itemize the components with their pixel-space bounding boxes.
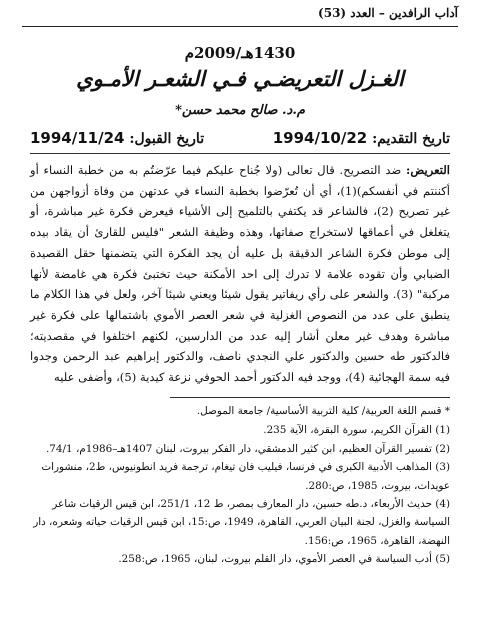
submitted-date: [273, 129, 450, 149]
body-term-label: التعريض:: [406, 163, 450, 177]
dates-row: [30, 129, 450, 149]
body-paragraph: [30, 160, 450, 388]
footnote-4: (4) حديث الأربعاء، د.طه حسين، دار المعارف بمصر، ط 12، 251/1، ابن قيس الرقيات شاعر السياسة والغزل، لجنة البيان العربي، القاهرة، 1949، ص:15، ابن قيس الرقيات حياته وشعره، دار النهضة، القاهرة، 1965، ص:156.: [33, 498, 450, 547]
footnote-1: (1) القرآن الكريم، سورة البقرة، الآية 235.: [263, 424, 450, 437]
year-line: 1430هـ/2009م: [184, 44, 296, 62]
footnote-2: (2) تفسير القرآن العظيم، ابن كثير الدمشقي، دار الفكر بيروت، لبنان 1407هـ–1986م، 74/1.: [45, 442, 450, 455]
footnotes-block: [30, 402, 450, 569]
body-text: ضد التصريح. قال تعالى (ولا جُناح عليكم فيما عرّضتُم به من خطبة النساء أو أكننتم في أنفسكم)(1)، أي أن تُعرّضوا بخطبة النساء في عدتهن من وفاة أزواجهن من غير تصريح (2)، فالشاعر قد يكتفي بالتلميح إلى الأشياء فيعرض فكرة غير مباشرة، أو يتغلغل في أعماقها لاستخراج صفاتها، وهذه وظيفة الشعر "فليس للقارئ أن يقاد بيده إلى موطن فكرة الشاعر الدقيقة بل عليه أن يجد الفكرة التي يتضمنها حقل القصيدة الضبابي وأن تقوده علامة لا تدرك إلى احد الأمكنة حيث تختبئ فكرة هي غامضة لأنها مركبة" (3). والشعر على رأي ريفاتير يقول شيئا ويعني شيئا آخر، ولعل في هذا الكلام ما ينطبق على عدد من النصوص الغزلية في شعر العصر الأموي باشتمالها على فكرة غير مباشرة وهدف غير معلن أشار إليه عدد من الدارسين، لكنهم اختلفوا في مقصديته؛ فالدكتور طه حسين والدكتور علي النجدي ناصف، والدكتور إبراهيم عبد الرحمن وجدوا فيه سمة الهجائية (4)، ووجد فيه الدكتور أحمد الحوفي نزعة كيدية (5)، وأضفى عليه: [30, 163, 450, 385]
dates-rule: [30, 153, 450, 154]
author-line: م.د. صالح محمد حسن*: [175, 103, 305, 118]
article-title: الغـزل التعريضـي فـي الشعـر الأمـوي: [76, 66, 404, 91]
footnote-affiliation: * قسم اللغة العربية/ كلية التربية الأساسية/ جامعة الموصل.: [196, 405, 450, 417]
journal-running-header: آداب الرافدين – العدد (53): [318, 6, 458, 20]
footnote-3: (3) المذاهب الأدبية الكبرى في فرنسا، فيليب فان تيغام، ترجمة فريد انطونيوس، ط2، منشورات عويدات، بيروت، 1985، ص:280.: [41, 461, 450, 492]
accepted-label: تاريخ القبول:: [129, 131, 205, 147]
submitted-label: تاريخ التقديم:: [372, 131, 450, 147]
accepted-value: 1994/11/24: [30, 129, 125, 147]
footnote-5: (5) أدب السياسة في العصر الأموي، دار القلم بيروت، لبنان، 1965، ص:258.: [118, 553, 450, 566]
submitted-value: 1994/10/22: [272, 129, 368, 147]
footnote-rule: [170, 397, 450, 398]
accepted-date: [30, 129, 204, 149]
header-rule: [22, 26, 458, 27]
